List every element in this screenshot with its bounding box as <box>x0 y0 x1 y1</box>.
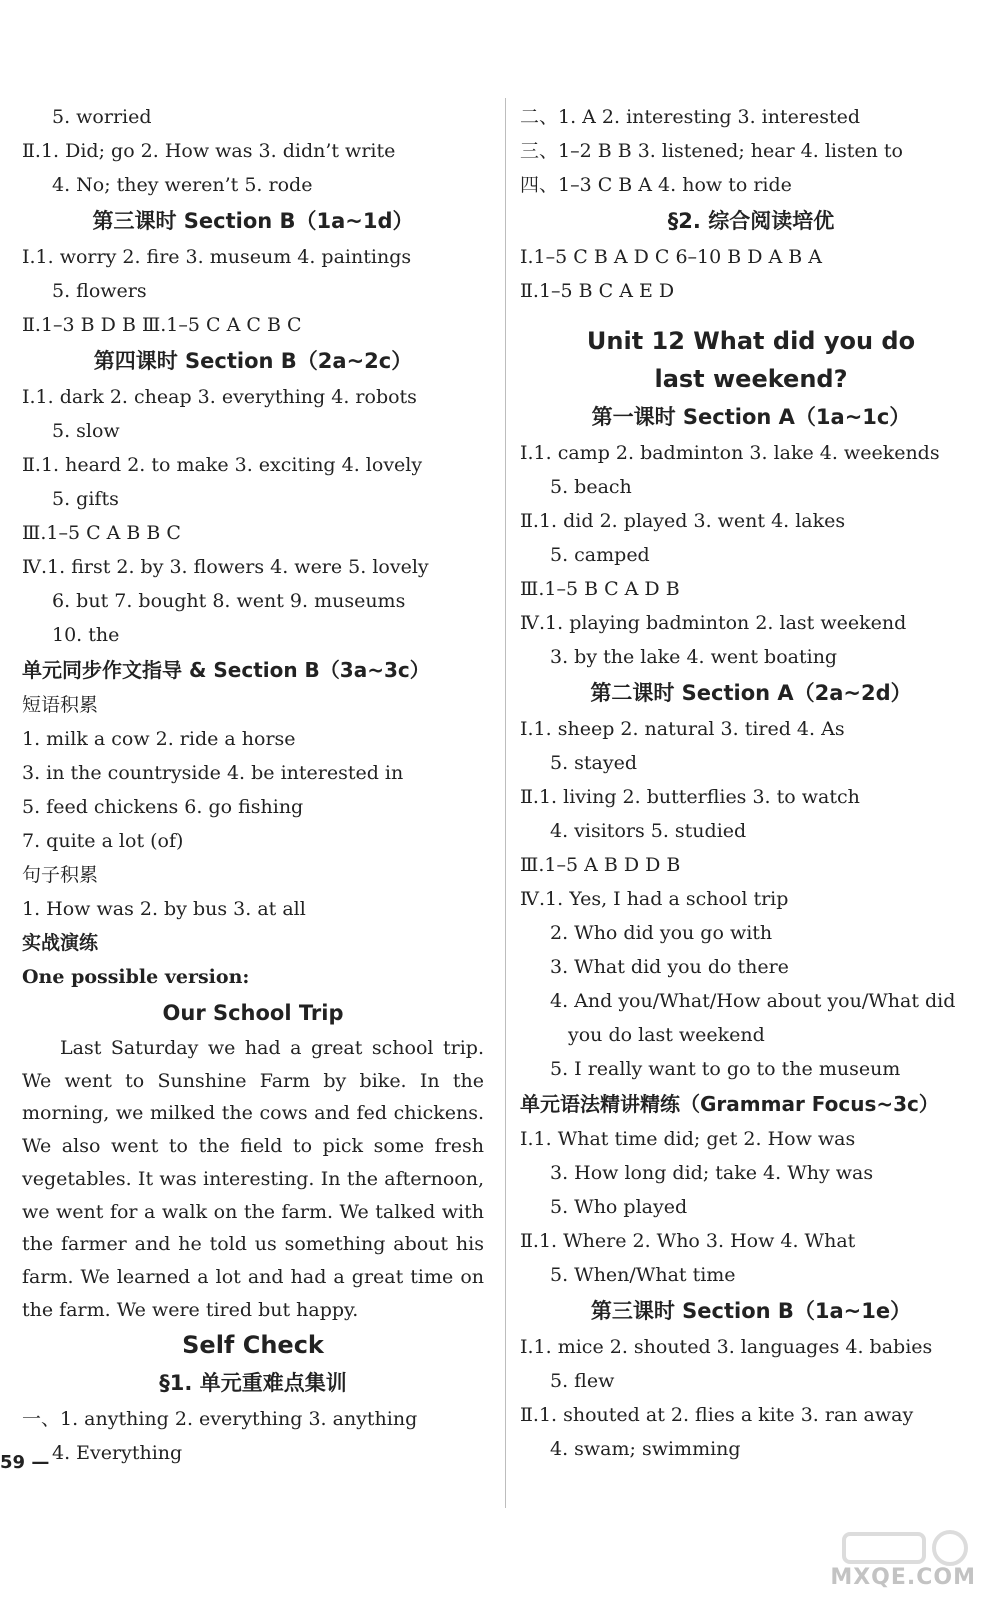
right-answer-line: 5. stayed <box>550 752 638 774</box>
right-answer-line: Ⅱ.1. Where 2. Who 3. How 4. What <box>520 1230 856 1252</box>
right-answer-line: 5. flew <box>550 1370 615 1392</box>
right-answer-line: 5. Who played <box>550 1196 688 1218</box>
self-check-line: 4. Everything <box>52 1442 183 1465</box>
left-answer-line: 句子积累 <box>22 864 99 886</box>
right-answer-line: 第一课时 Section A（1a~1c） <box>591 405 911 429</box>
right-answer-line: 5. beach <box>550 476 632 498</box>
self-check-section <box>22 1326 484 1470</box>
left-answer-line: 7. quite a lot (of) <box>22 830 184 852</box>
right-answer-line: Unit 12 What did you do <box>586 327 916 355</box>
right-answer-line: Ⅰ.1. mice 2. shouted 3. languages 4. babies <box>520 1336 933 1358</box>
left-column <box>22 100 484 1470</box>
left-answer-line: Ⅱ.1. heard 2. to make 3. exciting 4. lovely <box>22 454 423 476</box>
right-answer-line: 3. What did you do there <box>550 956 789 978</box>
column-divider <box>505 98 506 1508</box>
right-answer-line: Ⅳ.1. playing badminton 2. last weekend <box>520 612 907 634</box>
left-answer-line: 1. milk a cow 2. ride a horse <box>22 728 296 750</box>
right-answer-line: Ⅱ.1. shouted at 2. flies a kite 3. ran away <box>520 1404 914 1426</box>
right-answer-line: 4. And you/What/How about you/What did <box>550 990 956 1012</box>
right-answer-line: 3. by the lake 4. went boating <box>550 646 838 668</box>
left-answer-line: 6. but 7. bought 8. went 9. museums <box>52 590 406 612</box>
right-answer-line: 3. How long did; take 4. Why was <box>550 1162 874 1184</box>
right-answer-line: 5. When/What time <box>550 1264 736 1286</box>
self-check-line: §1. 单元重难点集训 <box>159 1371 347 1396</box>
left-answer-line: 3. in the countryside 4. be interested in <box>22 762 404 784</box>
left-answer-line: 单元同步作文指导 & Section B（3a~3c） <box>22 658 430 682</box>
right-answer-line: 4. visitors 5. studied <box>550 820 747 842</box>
sample-essay: Last Saturday we had a great school trip. We went to Sunshine Farm by bike. In the morning, we milked the cows and fed chickens. We also went to the field to pick some fresh vegetables. It was interesting. In the afternoon, we went for a walk on the farm. We talked with the farmer and he told us something about his farm. We learned a lot and had a great time on the farm. We were tired but happy. <box>22 1037 484 1321</box>
left-answer-line: 1. How was 2. by bus 3. at all <box>22 898 306 920</box>
left-answer-line: 第三课时 Section B（1a~1d） <box>92 209 414 233</box>
page-number: 59 — <box>0 1452 50 1473</box>
self-check-line: 一、1. anything 2. everything 3. anything <box>22 1408 418 1431</box>
left-answer-line: Ⅰ.1. worry 2. fire 3. museum 4. paintings <box>22 246 412 268</box>
right-column <box>520 100 982 1466</box>
left-answer-line: 5. feed chickens 6. go fishing <box>22 796 304 818</box>
right-answer-line <box>520 308 982 322</box>
left-answer-line: 短语积累 <box>22 694 99 716</box>
right-answer-line: §2. 综合阅读培优 <box>667 209 835 233</box>
self-check-line: Self Check <box>182 1331 324 1360</box>
right-answer-line: 5. camped <box>550 544 650 566</box>
right-answer-line: you do last weekend <box>568 1024 765 1046</box>
right-answer-line: 5. I really want to go to the museum <box>550 1058 901 1080</box>
left-answer-line: 4. No; they weren’t 5. rode <box>52 174 313 196</box>
left-answer-line: Ⅱ.1. Did; go 2. How was 3. didn’t write <box>22 140 396 162</box>
right-answer-line: Ⅰ.1. What time did; get 2. How was <box>520 1128 856 1150</box>
left-answer-line: One possible version: <box>22 966 250 988</box>
right-answer-line: last weekend? <box>654 365 848 393</box>
right-answer-line: 第三课时 Section B（1a~1e） <box>590 1299 912 1323</box>
left-answer-line: 实战演练 <box>22 932 99 954</box>
right-answer-line: Ⅱ.1–5 B C A E D <box>520 280 675 302</box>
right-answer-line: 单元语法精讲精练（Grammar Focus~3c） <box>520 1092 939 1116</box>
left-answer-line: 10. the <box>52 624 120 646</box>
right-answer-line: Ⅰ.1. camp 2. badminton 3. lake 4. weekends <box>520 442 940 464</box>
right-answer-line: Ⅰ.1. sheep 2. natural 3. tired 4. As <box>520 718 845 740</box>
right-answer-line: Ⅰ.1–5 C B A D C 6–10 B D A B A <box>520 246 823 268</box>
left-answer-lines <box>22 100 484 1032</box>
left-answer-line: Ⅱ.1–3 B D B Ⅲ.1–5 C A C B C <box>22 314 302 336</box>
right-answer-line: Ⅳ.1. Yes, I had a school trip <box>520 888 789 910</box>
right-answer-line: 三、1–2 B B 3. listened; hear 4. listen to <box>520 140 903 162</box>
left-answer-line: 5. flowers <box>52 280 147 302</box>
right-answer-line: 第二课时 Section A（2a~2d） <box>590 681 912 705</box>
left-answer-line: 第四课时 Section B（2a~2c） <box>93 349 413 373</box>
right-answer-line: Ⅱ.1. did 2. played 3. went 4. lakes <box>520 510 846 532</box>
left-answer-line: Ⅲ.1–5 C A B B C <box>22 522 181 544</box>
left-answer-line: Our School Trip <box>162 1001 344 1025</box>
left-answer-line: Ⅳ.1. first 2. by 3. flowers 4. were 5. lovely <box>22 556 429 578</box>
right-answer-line: Ⅲ.1–5 A B D D B <box>520 854 681 876</box>
right-answer-line: 二、1. A 2. interesting 3. interested <box>520 106 860 128</box>
watermark-text: MXQE.COM <box>830 1565 976 1590</box>
right-answer-line: Ⅱ.1. living 2. butterflies 3. to watch <box>520 786 860 808</box>
right-answer-line: 2. Who did you go with <box>550 922 773 944</box>
left-answer-line: 5. gifts <box>52 488 119 510</box>
right-answer-line: 4. swam; swimming <box>550 1438 741 1460</box>
left-answer-line: Ⅰ.1. dark 2. cheap 3. everything 4. robots <box>22 386 417 408</box>
right-answer-line: 四、1–3 C B A 4. how to ride <box>520 174 792 196</box>
left-answer-line: 5. worried <box>52 106 152 128</box>
right-answer-lines <box>520 100 982 1466</box>
left-answer-line: 5. slow <box>52 420 120 442</box>
right-answer-line: Ⅲ.1–5 B C A D B <box>520 578 680 600</box>
